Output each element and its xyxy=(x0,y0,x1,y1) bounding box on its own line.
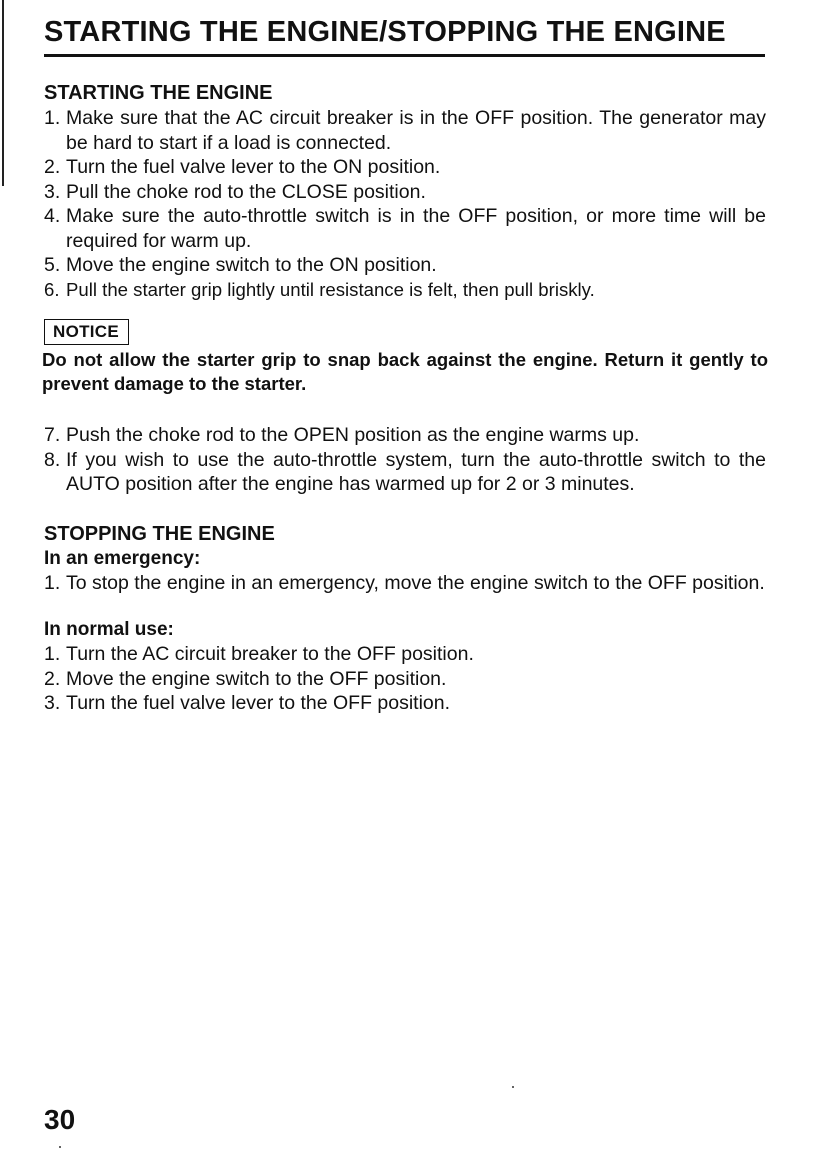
step-number: 6. xyxy=(44,278,60,300)
step-text: Move the engine switch to the OFF position. xyxy=(66,667,447,690)
more-starting-steps xyxy=(44,423,766,497)
list-item xyxy=(44,571,766,596)
step-text: If you wish to use the auto-throttle system, turn the auto-throttle switch to the AUTO position after the engine has warmed up for 2 or 3 minutes. xyxy=(66,448,766,495)
title-underline xyxy=(44,54,765,57)
list-item xyxy=(44,180,766,205)
step-number: 3. xyxy=(44,692,61,714)
starting-heading: STARTING THE ENGINE xyxy=(44,82,273,104)
list-item xyxy=(44,642,766,667)
page-content xyxy=(44,80,766,716)
notice-label: NOTICE xyxy=(44,319,129,345)
list-item xyxy=(44,691,766,716)
list-item xyxy=(44,667,766,692)
step-number: 2. xyxy=(44,667,61,690)
step-text: Push the choke rod to the OPEN position as the engine warms up. xyxy=(66,424,640,446)
emergency-steps xyxy=(44,571,766,596)
step-text: Turn the AC circuit breaker to the OFF position. xyxy=(66,643,474,665)
page-title: STARTING THE ENGINE/STOPPING THE ENGINE xyxy=(44,16,726,48)
step-text: Make sure the auto-throttle switch is in the OFF position, or more time will be required for warm up. xyxy=(66,205,766,252)
step-text: Make sure that the AC circuit breaker is in the OFF position. The generator may be hard to start if a load is connected. xyxy=(66,107,766,154)
step-number: 3. xyxy=(44,180,61,203)
step-number: 1. xyxy=(44,107,61,129)
list-item xyxy=(44,253,766,278)
step-text: Pull the choke rod to the CLOSE position. xyxy=(66,180,426,203)
notice-text: Do not allow the starter grip to snap back against the engine. Return it gently to prevent damage to the starter. xyxy=(42,349,768,394)
step-text: Pull the starter grip lightly until resistance is felt, then pull briskly. xyxy=(66,278,595,300)
page-edge-rule xyxy=(2,0,4,186)
list-item xyxy=(44,155,766,180)
emergency-heading: In an emergency: xyxy=(44,547,201,569)
step-text: To stop the engine in an emergency, move the engine switch to the OFF position. xyxy=(66,571,765,594)
step-number: 8. xyxy=(44,448,61,471)
step-text: Turn the fuel valve lever to the ON position. xyxy=(66,156,441,178)
list-item xyxy=(44,448,766,497)
list-item xyxy=(44,204,766,253)
step-number: 1. xyxy=(44,571,61,594)
normal-use-heading: In normal use: xyxy=(44,619,174,640)
step-text: Turn the fuel valve lever to the OFF position. xyxy=(66,692,451,714)
stopping-heading: STOPPING THE ENGINE xyxy=(44,522,275,545)
step-number: 7. xyxy=(44,424,61,446)
starting-section xyxy=(44,80,766,497)
step-number: 4. xyxy=(44,205,61,227)
page-number: 30 xyxy=(44,1104,76,1135)
list-item xyxy=(44,278,766,303)
step-number: 5. xyxy=(44,254,61,276)
list-item xyxy=(44,423,766,448)
scan-speck xyxy=(512,1086,514,1088)
step-text: Move the engine switch to the ON position. xyxy=(66,254,437,276)
step-number: 1. xyxy=(44,643,61,665)
scan-speck xyxy=(59,1146,61,1148)
list-item xyxy=(44,106,766,155)
starting-steps xyxy=(44,106,766,302)
normal-steps xyxy=(44,642,766,716)
step-number: 2. xyxy=(44,156,61,178)
stopping-section xyxy=(44,521,766,716)
